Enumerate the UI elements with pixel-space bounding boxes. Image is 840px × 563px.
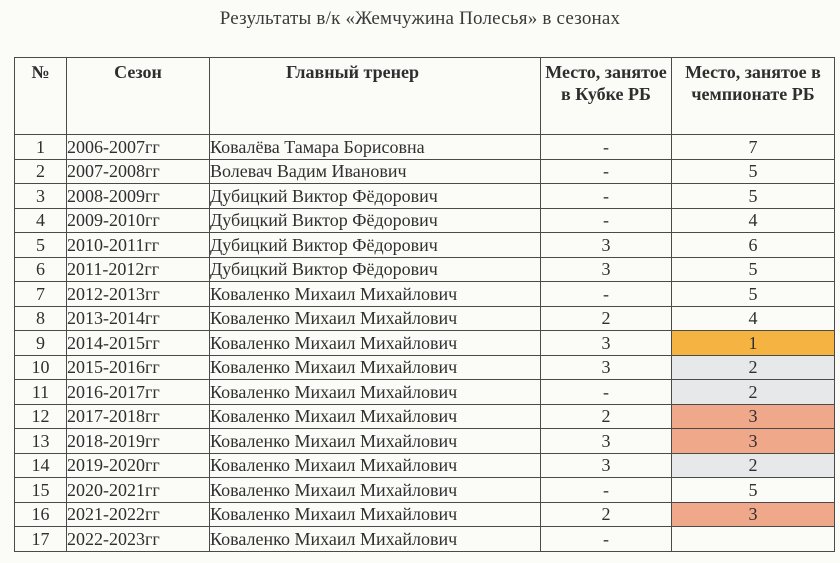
cell-num: 3 [15,184,67,209]
table-row [15,159,835,184]
cell-coach: Дубицкий Виктор Фёдорович [210,257,541,282]
table-row [15,355,835,380]
cell-championship-place: 5 [672,159,835,184]
cell-num: 17 [15,527,67,552]
cell-cup-place: - [541,208,672,233]
cell-cup-place: 3 [541,257,672,282]
header-season: Сезон [67,58,210,135]
cell-coach: Дубицкий Виктор Фёдорович [210,208,541,233]
cell-cup-place: - [541,159,672,184]
table-row [15,135,835,160]
cell-cup-place: 3 [541,233,672,258]
cell-cup-place: - [541,282,672,307]
cell-num: 1 [15,135,67,160]
cell-season: 2022-2023гг [67,527,210,552]
table-row [15,453,835,478]
table-row [15,429,835,454]
cell-season: 2013-2014гг [67,306,210,331]
cell-num: 12 [15,404,67,429]
cell-championship-place: 4 [672,208,835,233]
cell-championship-place: 3 [672,502,835,527]
cell-season: 2018-2019гг [67,429,210,454]
cell-coach: Коваленко Михаил Михайлович [210,429,541,454]
cell-num: 10 [15,355,67,380]
cell-season: 2007-2008гг [67,159,210,184]
table-row [15,404,835,429]
header-cup-place: Место, занятое в Кубке РБ [541,58,672,135]
table-row [15,257,835,282]
cell-coach: Дубицкий Виктор Фёдорович [210,184,541,209]
cell-season: 2015-2016гг [67,355,210,380]
cell-coach: Коваленко Михаил Михайлович [210,331,541,356]
cell-coach: Коваленко Михаил Михайлович [210,502,541,527]
cell-coach: Коваленко Михаил Михайлович [210,527,541,552]
cell-cup-place: 3 [541,429,672,454]
cell-cup-place: 3 [541,355,672,380]
table-row [15,527,835,552]
cell-num: 2 [15,159,67,184]
cell-championship-place [672,527,835,552]
cell-cup-place: - [541,380,672,405]
cell-championship-place: 2 [672,453,835,478]
cell-season: 2006-2007гг [67,135,210,160]
header-num: № [15,58,67,135]
cell-num: 8 [15,306,67,331]
header-row [15,58,835,135]
cell-championship-place: 3 [672,429,835,454]
cell-championship-place: 5 [672,282,835,307]
table-row [15,478,835,503]
cell-season: 2020-2021гг [67,478,210,503]
cell-cup-place: 2 [541,404,672,429]
cell-season: 2012-2013гг [67,282,210,307]
cell-championship-place: 3 [672,404,835,429]
cell-season: 2019-2020гг [67,453,210,478]
cell-num: 5 [15,233,67,258]
cell-num: 7 [15,282,67,307]
cell-season: 2010-2011гг [67,233,210,258]
cell-season: 2011-2012гг [67,257,210,282]
header-championship-place: Место, занятое в чемпионате РБ [672,58,835,135]
table-row [15,208,835,233]
cell-coach: Коваленко Михаил Михайлович [210,478,541,503]
cell-coach: Коваленко Михаил Михайлович [210,355,541,380]
cell-cup-place: 2 [541,306,672,331]
cell-coach: Коваленко Михаил Михайлович [210,380,541,405]
cell-coach: Ковалёва Тамара Борисовна [210,135,541,160]
cell-coach: Коваленко Михаил Михайлович [210,282,541,307]
cell-num: 11 [15,380,67,405]
cell-championship-place: 7 [672,135,835,160]
table-row [15,233,835,258]
cell-championship-place: 6 [672,233,835,258]
cell-championship-place: 1 [672,331,835,356]
page-title: Результаты в/к «Жемчужина Полесья» в сезонах [219,8,621,29]
cell-cup-place: 3 [541,331,672,356]
table-row [15,502,835,527]
cell-championship-place: 4 [672,306,835,331]
cell-championship-place: 2 [672,355,835,380]
table-row [15,380,835,405]
cell-num: 6 [15,257,67,282]
table-row [15,282,835,307]
cell-coach: Дубицкий Виктор Фёдорович [210,233,541,258]
cell-num: 13 [15,429,67,454]
cell-coach: Коваленко Михаил Михайлович [210,404,541,429]
table-body [15,135,835,552]
header-coach: Главный тренер [210,58,541,135]
results-table [14,57,835,552]
cell-championship-place: 5 [672,257,835,282]
cell-num: 16 [15,502,67,527]
cell-cup-place: - [541,184,672,209]
cell-season: 2008-2009гг [67,184,210,209]
cell-championship-place: 5 [672,478,835,503]
cell-num: 9 [15,331,67,356]
cell-cup-place: 3 [541,453,672,478]
table-row [15,184,835,209]
cell-coach: Коваленко Михаил Михайлович [210,306,541,331]
cell-num: 14 [15,453,67,478]
cell-championship-place: 5 [672,184,835,209]
cell-coach: Волевач Вадим Иванович [210,159,541,184]
cell-num: 4 [15,208,67,233]
cell-season: 2009-2010гг [67,208,210,233]
table-header [15,58,835,135]
cell-cup-place: - [541,135,672,160]
cell-num: 15 [15,478,67,503]
cell-championship-place: 2 [672,380,835,405]
cell-season: 2016-2017гг [67,380,210,405]
cell-season: 2014-2015гг [67,331,210,356]
table-row [15,306,835,331]
cell-season: 2017-2018гг [67,404,210,429]
cell-season: 2021-2022гг [67,502,210,527]
cell-coach: Коваленко Михаил Михайлович [210,453,541,478]
table-row [15,331,835,356]
cell-cup-place: - [541,478,672,503]
cell-cup-place: - [541,527,672,552]
cell-cup-place: 2 [541,502,672,527]
